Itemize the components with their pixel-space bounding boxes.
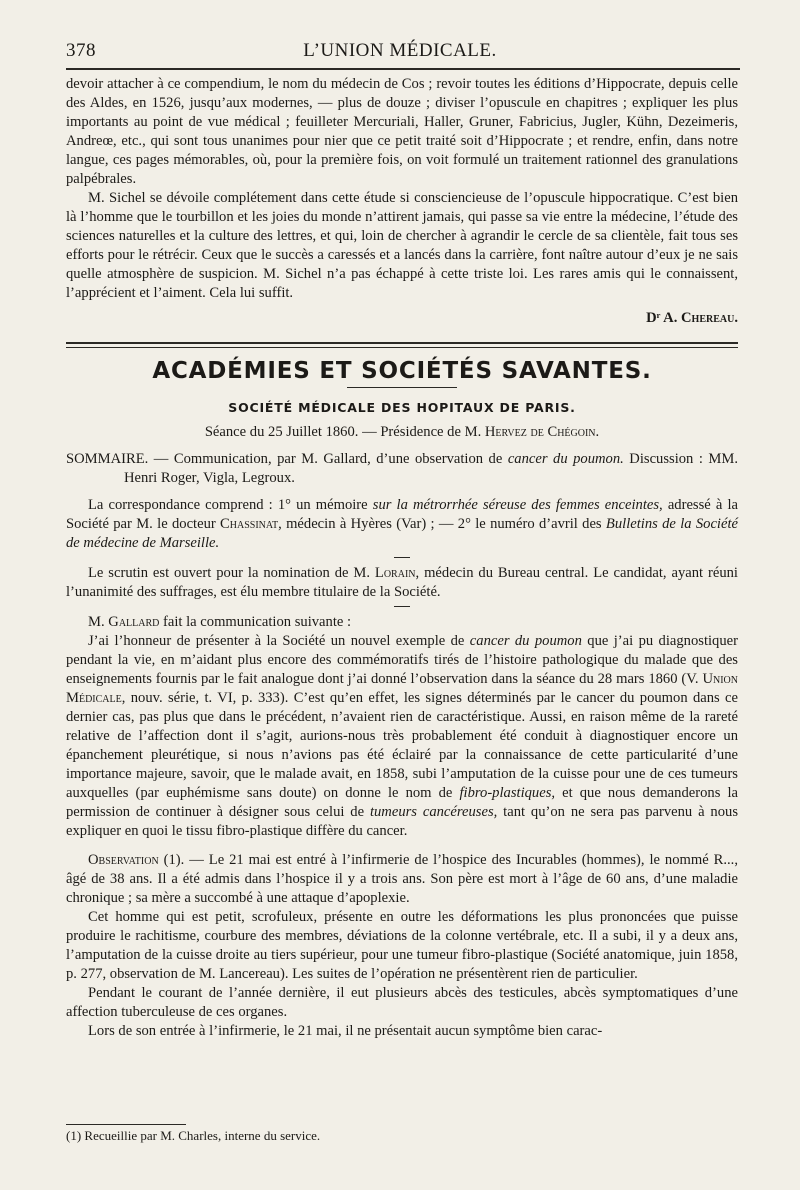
- corr-text-c: , médecin à Hyères (Var) ; — 2° le numéro d’avril des: [278, 516, 606, 532]
- observation-ref: (1).: [158, 852, 185, 868]
- corr-text-b: adressé à la Société par M. le docteur: [66, 497, 738, 532]
- running-header: [66, 40, 734, 66]
- review-paragraph-2: M. Sichel se dévoile complétement dans cette étude si consciencieuse de l’opuscule hippocratique. C’est bien là l’homme que le tourbillon et les joies du monde n’attirent jamais, qui passe sa vie entre la médecine, l’étude des sciences naturelles et la culture des lettres, et qui, loin de chercher à agrandir le cercle de sa clientèle, fait tous ses efforts pour le rétrécir. Ceux que le succès a caressés et a lancés dans la carrière, font naître autour d’eux je ne sais quelle atmosphère de suspicion. M. Sichel n’a pas échappé à cette triste loi. Les rares amis qui le connaissent, l’apprécient et l’aiment. Cela lui suffit.: [66, 190, 738, 301]
- seance-text: Séance du 25 Juillet 1860. — Présidence de M.: [204, 424, 485, 440]
- signature-name: Chereau.: [681, 310, 738, 326]
- gallard-intro-rest: fait la communication suivante :: [159, 614, 352, 630]
- sommaire: [66, 450, 738, 488]
- review-paragraph-1: devoir attacher à ce compendium, le nom du médecin de Cos ; revoir toutes les éditions d’Hippocrate, depuis celle des Aldes, en 1526, jusqu’aux modernes, — plus de douze ; diviser l’opuscule en chapitres ; expliquer les plus importants au point de vue médical ; feuilleter Mercuriali, Haller, Gruner, Fabricius, Jugler, Kühn, Dezeimeris, Andreœ, etc., qui sont tous unanimes pour nier que ce petit traité soit d’Hippocrate ; et rendre, enfin, dans notre langue, ces pages mémorables, où, pour la première fois, on voit formulé un traitement rationnel des granulations palpébrales.: [66, 76, 738, 187]
- sommaire-label: SOMMAIRE.: [66, 451, 149, 467]
- seance-line: [66, 423, 738, 442]
- section-double-rule: [66, 342, 738, 348]
- gallard-prefix: M.: [88, 614, 109, 630]
- observation-paragraph-3: Pendant le courant de l’année dernière, il eut plusieurs abcès des testicules, abcès symptomatiques d’une affection tuberculeuse de ces organes.: [66, 985, 738, 1020]
- observation-paragraph-1: [66, 851, 738, 908]
- page-body: [66, 75, 738, 1041]
- scrutin-text-a: Le scrutin est ouvert pour la nomination de M.: [88, 565, 375, 581]
- footnote-rule: [66, 1124, 186, 1125]
- gallard-text-e: tant qu’on ne sera pas parvenu à nous expliquer en quoi le tissu fibro-plastique diffère du cancer.: [66, 804, 738, 839]
- society-title: SOCIÉTÉ MÉDICALE DES HOPITAUX DE PARIS.: [228, 400, 576, 415]
- gallard-emphasis-1: cancer du poumon: [469, 633, 582, 649]
- corr-name: Chassinat: [220, 516, 279, 532]
- gallard-journal-ref: Union Médicale: [66, 671, 738, 706]
- corr-emphasis-1: sur la métrorrhée séreuse des femmes enceintes,: [372, 497, 663, 513]
- gallard-text-a: J’ai l’honneur de présenter à la Société un nouvel exemple de: [88, 633, 470, 649]
- gallard-name: Gallard: [108, 614, 160, 630]
- observation-label: Observation: [88, 852, 159, 868]
- sommaire-emphasis: cancer du poumon.: [507, 451, 624, 467]
- signature-prefix: Dʳ A.: [646, 310, 682, 326]
- corr-text-a: La correspondance comprend : 1° un mémoire: [88, 497, 373, 513]
- scrutin-paragraph: [66, 564, 738, 602]
- gallard-intro: [66, 613, 738, 632]
- seance-president: Hervez de Chégoin.: [484, 424, 600, 440]
- separator-dash-2: [394, 606, 410, 607]
- page-number: 378: [66, 40, 96, 61]
- gallard-text-d: et que nous demanderons la permission de continuer à désigner sous celui de: [66, 785, 738, 820]
- gallard-text-b: que j’ai pu diagnostiquer pendant la vie, en m’aidant plus encore des commémoratifs tirés de l’histoire pathologique du malade que des enseignements fournis par le fait analogue dont j’ai donné l’observation dans la séance du 28 mars 1860 (V.: [66, 633, 738, 687]
- corr-emphasis-2: Bulletins de la Société de médecine de Marseille.: [66, 516, 738, 551]
- observation-text-1: — Le 21 mai est entré à l’infirmerie de l’hospice des Incurables (hommes), le nommé R..., âgé de 38 ans. Il a été admis dans l’hospice il y a trois ans. Son père est mort à l’âge de 60 ans, d’une maladie chronique ; sa mère a succombé à une attaque d’apoplexie.: [66, 852, 738, 906]
- sommaire-text-b: Discussion : MM. Henri Roger, Vigla, Legroux.: [124, 451, 738, 486]
- observation-paragraph-4: Lors de son entrée à l’infirmerie, le 21 mai, il ne présentait aucun symptôme bien carac-: [88, 1023, 603, 1039]
- scrutin-text-b: , médecin du Bureau central. Le candidat, ayant réuni l’unanimité des suffrages, est élu membre titulaire de la Société.: [66, 565, 738, 600]
- scrutin-name: Lorain: [374, 565, 416, 581]
- footnote: (1) Recueillie par M. Charles, interne du service.: [66, 1128, 321, 1143]
- gallard-text-c: , nouv. série, t. VI, p. 333). C’est qu’en effet, les signes déterminés par le cancer du poumon dans ce dernier cas, pas plus que dans le précédent, n’avaient rien de caractéristique. Aussi, en raison même de la rareté relative de l’affection dont il s’agit, aurions-nous très probablement été conduit à diagnostiquer encore un épanchement pleurétique, si nous n’avions pas été éclairé par la connaissance de cette particularité d’une importance majeure, savoir, que le malade avait, en 1858, subi l’amputation de la cuisse pour une de ces tumeurs auxquelles (par euphémisme sans doute) on donne le nom de: [66, 690, 738, 801]
- observation-paragraph-2: Cet homme qui est petit, scrofuleux, présente en outre les déformations les plus prononcées que puisse produire le rachitisme, courbure des membres, déviations de la colonne vertébrale, etc. Il a subi, il y a deux ans, l’amputation de la cuisse droite au tiers supérieur, pour une tumeur fibro-plastique (Société anatomique, juin 1858, p. 277, observation de M. Lancereau). Les suites de l’opération ne présentèrent rien de particulier.: [66, 909, 738, 982]
- sommaire-text-a: — Communication, par M. Gallard, d’une observation de: [148, 451, 508, 467]
- journal-title: L’UNION MÉDICALE.: [303, 40, 497, 61]
- title-underline: [347, 387, 457, 388]
- review-signature: [66, 309, 738, 328]
- gallard-emphasis-3: tumeurs cancéreuses,: [369, 804, 498, 820]
- correspondance-paragraph: [66, 496, 738, 553]
- separator-dash: [394, 557, 410, 558]
- section-title: ACADÉMIES ET SOCIÉTÉS SAVANTES.: [152, 358, 652, 384]
- gallard-paragraph: [66, 632, 738, 841]
- gallard-emphasis-2: fibro-plastiques,: [459, 785, 556, 801]
- spacer: [66, 841, 738, 851]
- header-rule: [66, 68, 740, 70]
